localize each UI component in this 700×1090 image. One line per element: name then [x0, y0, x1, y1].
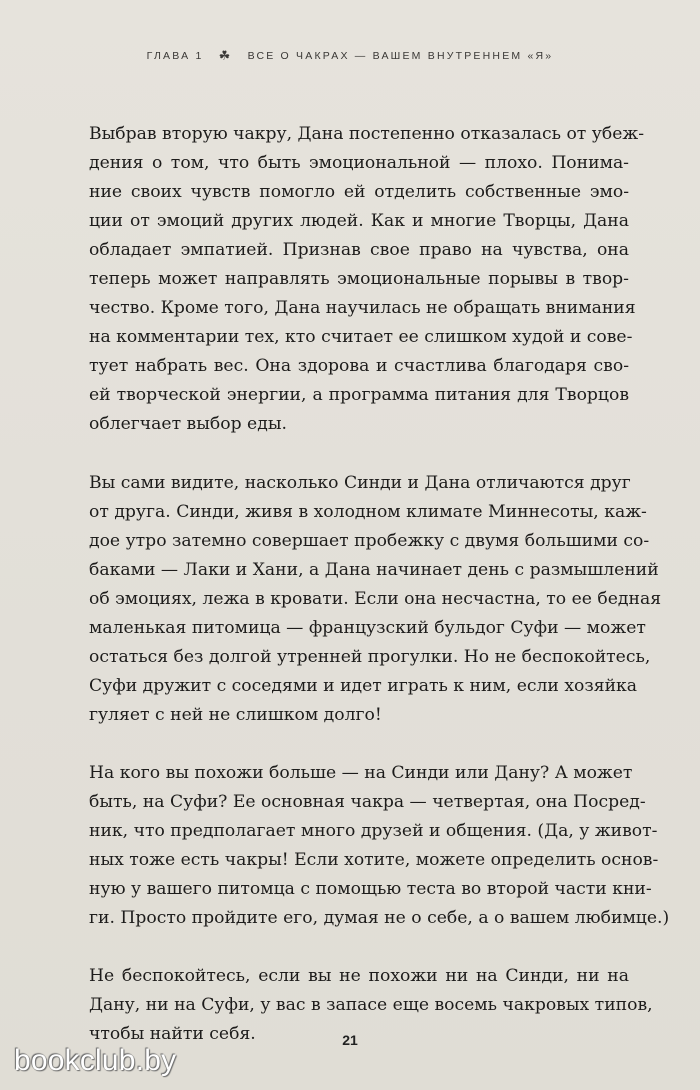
text-line: на комментарии тех, кто считает ее слишком худой и сове- [89, 327, 633, 348]
text-line: ную у вашего питомца с помощью теста во второй части кни- [89, 879, 652, 900]
text-line: чество. Кроме того, Дана научилась не обращать внимания [89, 298, 636, 319]
text-line: ей творческой энергии, а программа питания для Творцов [89, 385, 629, 406]
text-line: тует набрать вес. Она здорова и счастлива благодаря сво- [89, 356, 629, 377]
text-line: обладает эмпатией. Признав свое право на чувства, она [89, 240, 629, 261]
chapter-label: ГЛАВА 1 [146, 50, 204, 62]
running-head [0, 48, 700, 64]
text-line: Выбрав вторую чакру, Дана постепенно отказалась от убеж- [89, 124, 645, 144]
text-line: остаться без долгой утренней прогулки. Но не беспокойтесь, [89, 646, 651, 667]
page-number: 21 [342, 1032, 358, 1048]
text-line: маленькая питомица — французский бульдог Суфи — может [89, 617, 646, 638]
text-line: дения о том, что быть эмоциональной — плохо. Понима- [89, 153, 629, 174]
paragraph [89, 120, 645, 440]
paragraph [89, 469, 662, 730]
clover-ornament-icon: ☘ [218, 48, 233, 63]
text-line: На кого вы похожи больше — на Синди или Дану? А может [89, 762, 633, 783]
text-line: ник, что предполагает много друзей и общения. (Да, у живот- [89, 821, 658, 842]
text-line: дое утро затемно совершает пробежку с двумя большими со- [89, 530, 650, 551]
text-line: Не беспокойтесь, если вы не похожи ни на Синди, ни на [89, 966, 629, 987]
paragraph [89, 759, 670, 933]
text-line: ние своих чувств помогло ей отделить собственные эмо- [89, 182, 629, 203]
body-text [89, 120, 670, 1078]
text-line: от друга. Синди, живя в холодном климате Миннесоты, каж- [89, 501, 647, 522]
text-line: об эмоциях, лежа в кровати. Если она несчастна, то ее бедная [89, 588, 662, 609]
text-line: гуляет с ней не слишком долго! [89, 704, 382, 725]
chapter-title: ВСЕ О ЧАКРАХ — ВАШЕМ ВНУТРЕННЕМ «Я» [247, 50, 554, 62]
text-line: баками — Лаки и Хани, а Дана начинает день с размышлений [89, 559, 659, 580]
text-line: чтобы найти себя. [89, 1024, 256, 1045]
text-line: облегчает выбор еды. [89, 414, 287, 435]
text-line: быть, на Суфи? Ее основная чакра — четвертая, она Посред- [89, 791, 646, 812]
text-line: теперь может направлять эмоциональные порывы в твор- [89, 269, 629, 290]
text-line: Суфи дружит с соседями и идет играть к ним, если хозяйка [89, 675, 638, 696]
text-line: Вы сами видите, насколько Синди и Дана отличаются друг [89, 472, 631, 493]
text-line: ги. Просто пройдите его, думая не о себе, а о вашем любимце.) [89, 908, 670, 929]
text-line: Дану, ни на Суфи, у вас в запасе еще восемь чакровых типов, [89, 995, 653, 1016]
text-line: ции от эмоций других людей. Как и многие Творцы, Дана [89, 211, 629, 232]
watermark-logo: bookclub.by [14, 1044, 177, 1077]
text-line: ных тоже есть чакры! Если хотите, можете определить основ- [89, 850, 659, 871]
